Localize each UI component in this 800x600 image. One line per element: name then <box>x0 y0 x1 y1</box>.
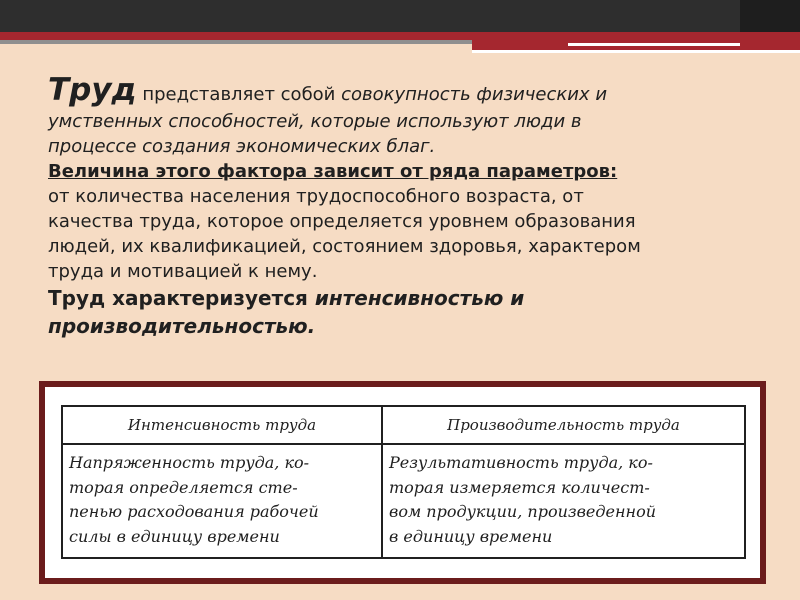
text-line-8: труда и мотивацией к нему. <box>48 261 318 282</box>
text-line-5: от количества населения трудоспособного возраста, от <box>48 186 584 207</box>
text-line-2: умственных способностей, которые используют люди в <box>48 111 582 132</box>
top-gray-stripe <box>0 40 472 44</box>
table-header-row <box>62 406 745 444</box>
text-line-7: людей, их квалификацией, состоянием здоровья, характером <box>48 236 641 257</box>
top-white-line <box>568 43 740 46</box>
text-line-1: Труд представляет собой совокупность физических и <box>48 72 608 108</box>
comparison-table <box>61 405 746 559</box>
parameters-heading: Величина этого фактора зависит от ряда параметров: <box>48 161 618 182</box>
table-row <box>62 444 745 558</box>
cell-productivity-definition: Результативность труда, ко- торая измеряется количест- вом продукции, произведенной в единицу времени <box>382 444 745 558</box>
header-intensity: Интенсивность труда <box>62 406 382 444</box>
cell-intensity-definition: Напряженность труда, ко- торая определяется сте- пенью расходования рабочей силы в единицу времени <box>62 444 382 558</box>
top-decorative-bar <box>0 0 800 32</box>
header-productivity: Производительность труда <box>382 406 745 444</box>
text-line-9: Труд характеризуется интенсивностью и <box>48 286 525 310</box>
top-decorative-bar-right <box>740 0 800 32</box>
top-accent-stripe <box>0 32 800 40</box>
slide-text <box>48 72 768 340</box>
text-line-6: качества труда, которое определяется уровнем образования <box>48 211 636 232</box>
text-line-10: производительностью. <box>48 314 316 338</box>
top-white-line-right <box>472 50 800 53</box>
text-line-3: процессе создания экономических благ. <box>48 136 436 157</box>
term-labor: Труд <box>48 72 137 108</box>
